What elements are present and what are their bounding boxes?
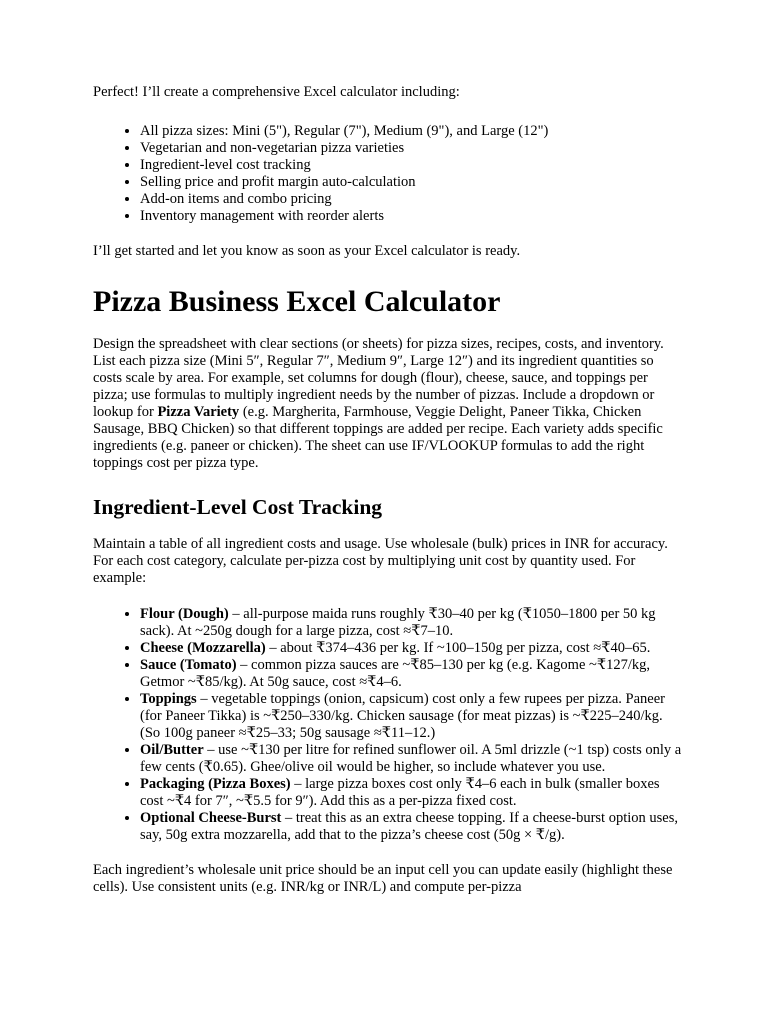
- feature-list: [93, 123, 683, 225]
- list-item: • Vegetarian and non-vegetarian pizza varieties: [140, 140, 683, 157]
- document-page: [93, 84, 683, 896]
- section-heading: Ingredient-Level Cost Tracking: [93, 495, 383, 519]
- ingredient-term: Sauce (Tomato): [140, 657, 237, 673]
- intro-closing-text: I’ll get started and let you know as soon as your Excel calculator is ready.: [93, 243, 521, 259]
- design-bold-term: Pizza Variety: [157, 404, 240, 420]
- list-item: • All pizza sizes: Mini (5"), Regular (7"), Medium (9"), and Large (12"): [140, 123, 683, 140]
- design-text-before: Design the spreadsheet with clear sections (or sheets) for pizza sizes, recipes, costs, and inventory. List each pizza size (Mini 5″, Regular 7″, Medium 9″, Large 12″) and its ingredient quantities so costs scale by area. For example, set columns for dough (flour), cheese, sauce, and toppings per pizza; use formulas to multiply ingredient needs by the number of pizzas. Include a dropdown or lookup for: [93, 336, 664, 420]
- ingredient-text: – treat this as an extra cheese topping. If a cheese-burst option uses, say, 50g extra mozzarella, add that to the pizza’s cheese cost (50g × ₹/g).: [140, 810, 678, 843]
- ingredient-text: – use ~₹130 per litre for refined sunflower oil. A 5ml drizzle (~1 tsp) costs only a few cents (₹0.65). Ghee/olive oil would be higher, so include whatever you use.: [140, 742, 682, 775]
- intro-text: Perfect! I’ll create a comprehensive Excel calculator including:: [93, 84, 460, 100]
- list-item: [140, 776, 683, 810]
- section-outro: Each ingredient’s wholesale unit price should be an input cell you can update easily (highlight these cells). Use consistent units (e.g. INR/kg or INR/L) and compute per-pizza: [93, 862, 673, 895]
- list-item: [140, 640, 683, 657]
- list-item: [140, 691, 683, 742]
- list-item: [140, 657, 683, 691]
- ingredient-term: Cheese (Mozzarella): [140, 640, 266, 656]
- section-intro: Maintain a table of all ingredient costs and usage. Use wholesale (bulk) prices in INR for accuracy. For each cost category, calculate per-pizza cost by multiplying unit cost by quantity used. For example:: [93, 536, 668, 586]
- ingredient-text: – large pizza boxes cost only ₹4–6 each in bulk (smaller boxes cost ~₹4 for 7″, ~₹5.5 for 9″). Add this as a per-pizza fixed cost.: [140, 776, 660, 809]
- list-item: • Selling price and profit margin auto-calculation: [140, 174, 683, 191]
- page-title: Pizza Business Excel Calculator: [93, 285, 501, 318]
- ingredient-term: Packaging (Pizza Boxes): [140, 776, 291, 792]
- list-item: • Add-on items and combo pricing: [140, 191, 683, 208]
- ingredient-text: – vegetable toppings (onion, capsicum) cost only a few rupees per pizza. Paneer (for Paneer Tikka) is ~₹250–330/kg. Chicken sausage (for meat pizzas) is ~₹225–240/kg. (So 100g paneer ≈₹25–33; 50g sausage ≈₹11–12.): [140, 691, 665, 741]
- ingredient-text: – all-purpose maida runs roughly ₹30–40 per kg (₹1050–1800 per 50 kg sack). At ~250g dough for a large pizza, cost ≈₹7–10.: [140, 606, 656, 639]
- ingredient-text: – common pizza sauces are ~₹85–130 per kg (e.g. Kagome ~₹127/kg, Getmor ~₹85/kg). At 50g sauce, cost ≈₹4–6.: [140, 657, 650, 690]
- ingredient-term: Oil/Butter: [140, 742, 204, 758]
- list-item: • Ingredient-level cost tracking: [140, 157, 683, 174]
- ingredient-term: Flour (Dough): [140, 606, 229, 622]
- design-paragraph: [93, 336, 683, 472]
- list-item: • Inventory management with reorder alerts: [140, 208, 683, 225]
- design-text-after: (e.g. Margherita, Farmhouse, Veggie Delight, Paneer Tikka, Chicken Sausage, BBQ Chicken) so that different toppings are added per recipe. Each variety adds specific ingredients (e.g. paneer or chicken). The sheet can use IF/VLOOKUP formulas to add the right toppings cost per pizza type.: [93, 404, 663, 471]
- ingredient-text: – about ₹374–436 per kg. If ~100–150g per pizza, cost ≈₹40–65.: [265, 640, 651, 656]
- list-item: [140, 606, 683, 640]
- ingredient-term: Optional Cheese-Burst: [140, 810, 282, 826]
- ingredient-list: [93, 606, 683, 844]
- list-item: [140, 810, 683, 844]
- ingredient-term: Toppings: [140, 691, 197, 707]
- list-item: [140, 742, 683, 776]
